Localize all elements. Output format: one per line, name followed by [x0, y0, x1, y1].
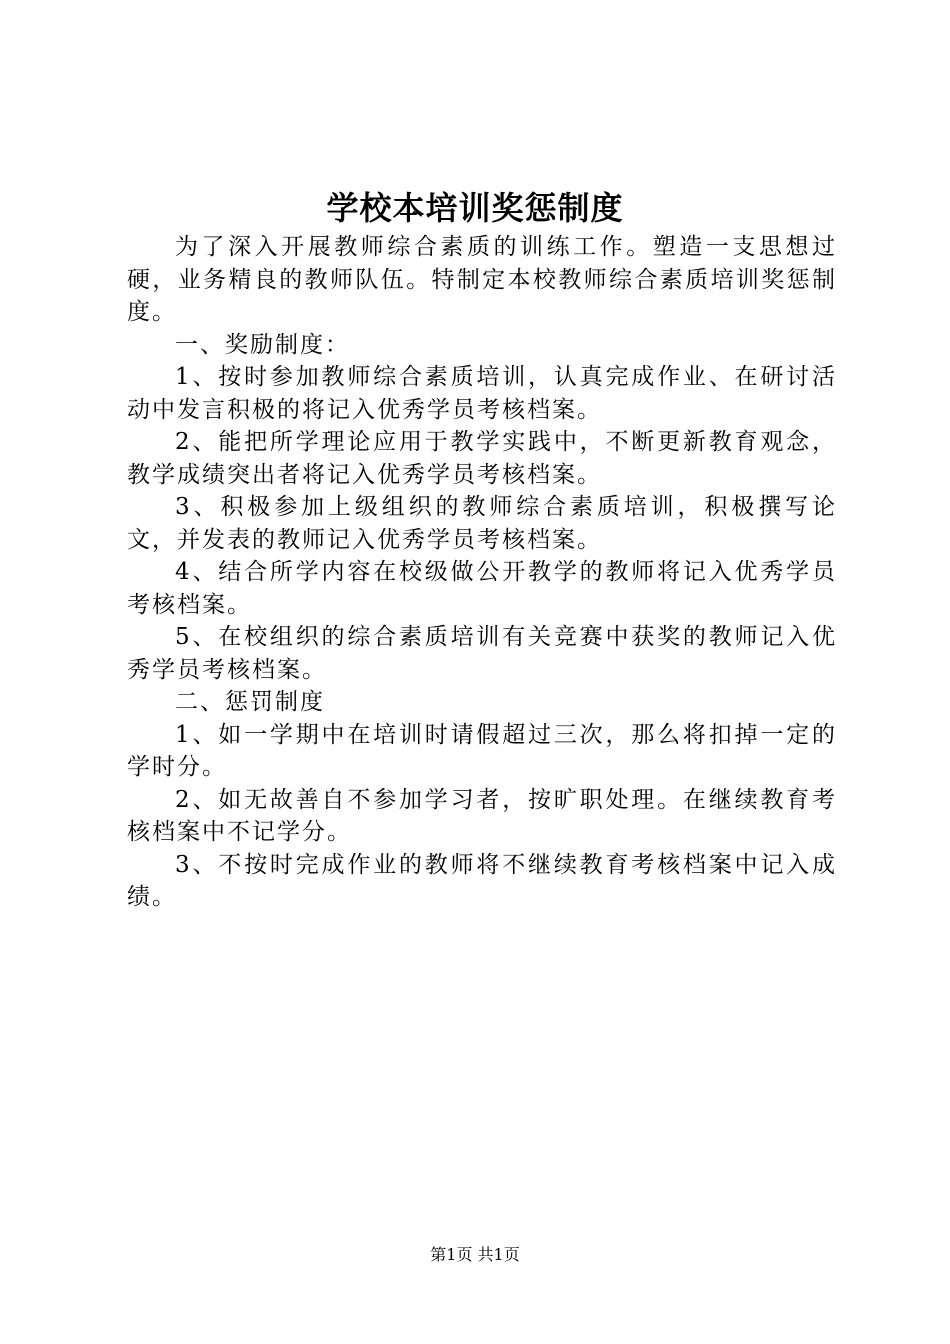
penalty-item-1: 1、如一学期中在培训时请假超过三次，那么将扣掉一定的学时分。 [127, 721, 837, 780]
penalty-item-2: 2、如无故善自不参加学习者，按旷职处理。在继续教育考核档案中不记学分。 [127, 786, 837, 845]
reward-item-5: 5、在校组织的综合素质培训有关竞赛中获奖的教师记入优秀学员考核档案。 [127, 624, 837, 683]
reward-item-4: 4、结合所学内容在校级做公开教学的教师将记入优秀学员考核档案。 [127, 559, 837, 618]
reward-item-1: 1、按时参加教师综合素质培训，认真完成作业、在研讨活动中发言积极的将记入优秀学员考核档案。 [127, 364, 837, 423]
reward-item-2: 2、能把所学理论应用于教学实践中，不断更新教育观念，教学成绩突出者将记入优秀学员考核档案。 [127, 429, 837, 488]
document-title: 学校本培训奖惩制度 [326, 189, 624, 227]
section-heading-rewards: 一、奖励制度： [175, 331, 350, 358]
document-body [127, 231, 837, 914]
reward-item-3: 3、积极参加上级组织的教师综合素质培训，积极撰写论文，并发表的教师记入优秀学员考核档案。 [127, 494, 837, 553]
page-number-footer: 第1页 共1页 [430, 1245, 520, 1264]
penalty-item-3: 3、不按时完成作业的教师将不继续教育考核档案中记入成绩。 [127, 851, 837, 910]
section-heading-penalties: 二、惩罚制度 [175, 689, 325, 715]
intro-paragraph: 为了深入开展教师综合素质的训练工作。塑造一支思想过硬，业务精良的教师队伍。特制定本校教师综合素质培训奖惩制度。 [127, 234, 837, 325]
